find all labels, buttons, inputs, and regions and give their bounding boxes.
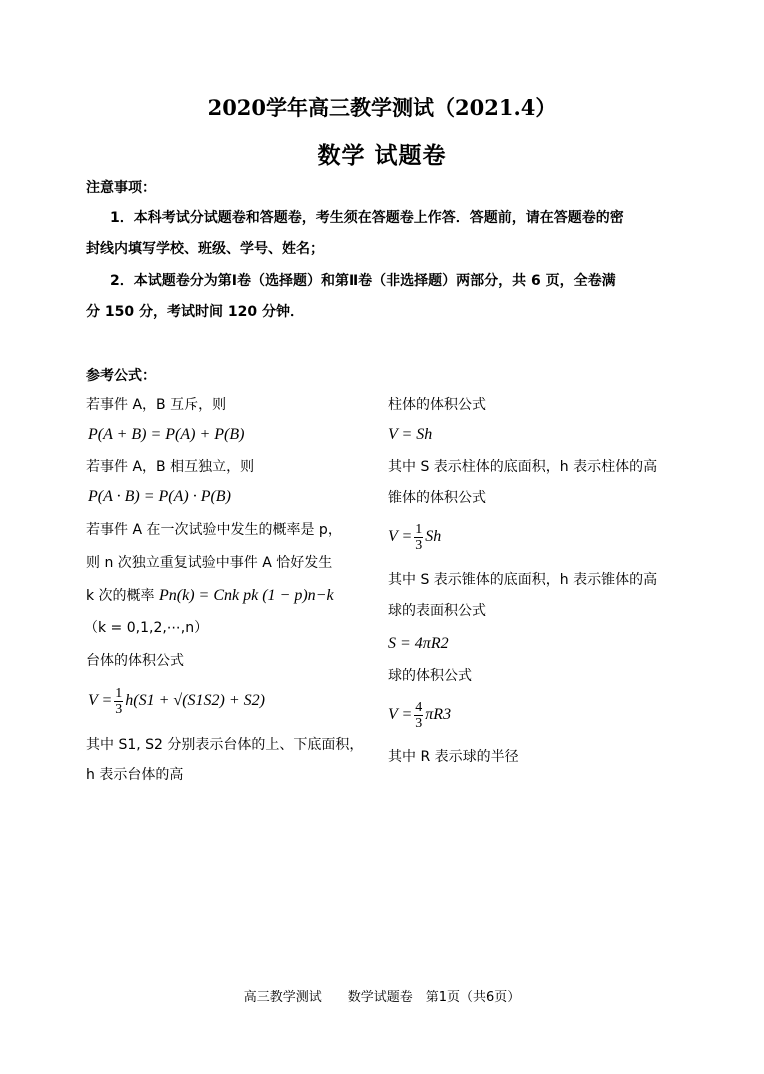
reference-heading: 参考公式： <box>86 368 156 384</box>
sphere-volume-label: 球的体积公式 <box>388 668 472 684</box>
frustum-description-1: 其中 S1, S2 分别表示台体的上、下底面积， <box>86 737 364 753</box>
frustum-fraction-numerator: 1 <box>115 685 123 701</box>
probability-range: （k = 0,1,2,⋯,n） <box>84 620 209 636</box>
cone-description: 其中 S 表示锥体的底面积，h 表示锥体的高 <box>388 572 658 588</box>
sphere-area-formula: S = 4πR2 <box>388 635 449 652</box>
cone-fraction-numerator: 1 <box>415 521 423 537</box>
frustum-formula <box>88 683 265 719</box>
notice-item-2-line-2: 分 150 分，考试时间 120 分钟． <box>86 304 304 320</box>
page-footer: 高三教学测试 数学试题卷 第1页（共6页） <box>243 990 521 1005</box>
mutex-text: 若事件 A，B 互斥，则 <box>86 397 227 413</box>
frustum-formula-rhs: h(S1 + √(S1S2) + S2) <box>125 692 265 709</box>
sphere-area-label: 球的表面积公式 <box>388 603 486 619</box>
sphere-volume-numerator: 4 <box>415 699 423 715</box>
probability-line-3-text: k 次的概率 <box>86 588 155 604</box>
probability-line-2: 则 n 次独立重复试验中事件 A 恰好发生 <box>86 555 333 571</box>
sphere-description: 其中 R 表示球的半径 <box>388 749 519 765</box>
sphere-volume-denominator: 3 <box>415 715 423 731</box>
frustum-formula-lhs: V = <box>88 692 113 709</box>
sphere-volume-rhs: πR3 <box>425 706 452 723</box>
notice-item-1-line-1: 1．本科考试分试题卷和答题卷，考生须在答题卷上作答．答题前，请在答题卷的密 <box>110 210 624 226</box>
independence-text: 若事件 A，B 相互独立，则 <box>86 459 255 475</box>
frustum-label: 台体的体积公式 <box>86 653 184 669</box>
notice-heading: 注意事项： <box>86 180 156 196</box>
cone-fraction <box>414 522 423 553</box>
prism-formula: V = Sh <box>388 426 433 443</box>
cone-label: 锥体的体积公式 <box>388 490 486 506</box>
independence-formula: P(A · B) = P(A) · P(B) <box>88 488 231 505</box>
notice-item-2-line-1: 2．本试题卷分为第Ⅰ卷（选择题）和第Ⅱ卷（非选择题）两部分，共 6 页，全卷满 <box>110 273 616 289</box>
prism-label: 柱体的体积公式 <box>388 397 486 413</box>
cone-formula <box>388 519 441 555</box>
notice-item-1-line-2: 封线内填写学校、班级、学号、姓名； <box>86 241 324 257</box>
sphere-volume-fraction <box>414 700 423 731</box>
page-title: 2020学年高三教学测试（2021.4） <box>207 95 557 120</box>
binomial-formula: Pn(k) = Cnk pk (1 − p)n−k <box>159 587 334 604</box>
cone-formula-rhs: Sh <box>425 528 442 545</box>
page-subtitle: 数学 试题卷 <box>317 142 447 169</box>
mutex-formula: P(A + B) = P(A) + P(B) <box>88 426 245 443</box>
sphere-volume-formula <box>388 697 451 733</box>
frustum-fraction <box>114 686 123 717</box>
frustum-description-2: h 表示台体的高 <box>86 767 184 783</box>
cone-formula-lhs: V = <box>388 528 413 545</box>
probability-line-1: 若事件 A 在一次试验中发生的概率是 p， <box>86 522 342 538</box>
cone-fraction-denominator: 3 <box>415 537 423 553</box>
frustum-fraction-denominator: 3 <box>115 701 123 717</box>
sphere-volume-lhs: V = <box>388 706 413 723</box>
probability-line-3 <box>86 586 334 606</box>
prism-description: 其中 S 表示柱体的底面积，h 表示柱体的高 <box>388 459 658 475</box>
